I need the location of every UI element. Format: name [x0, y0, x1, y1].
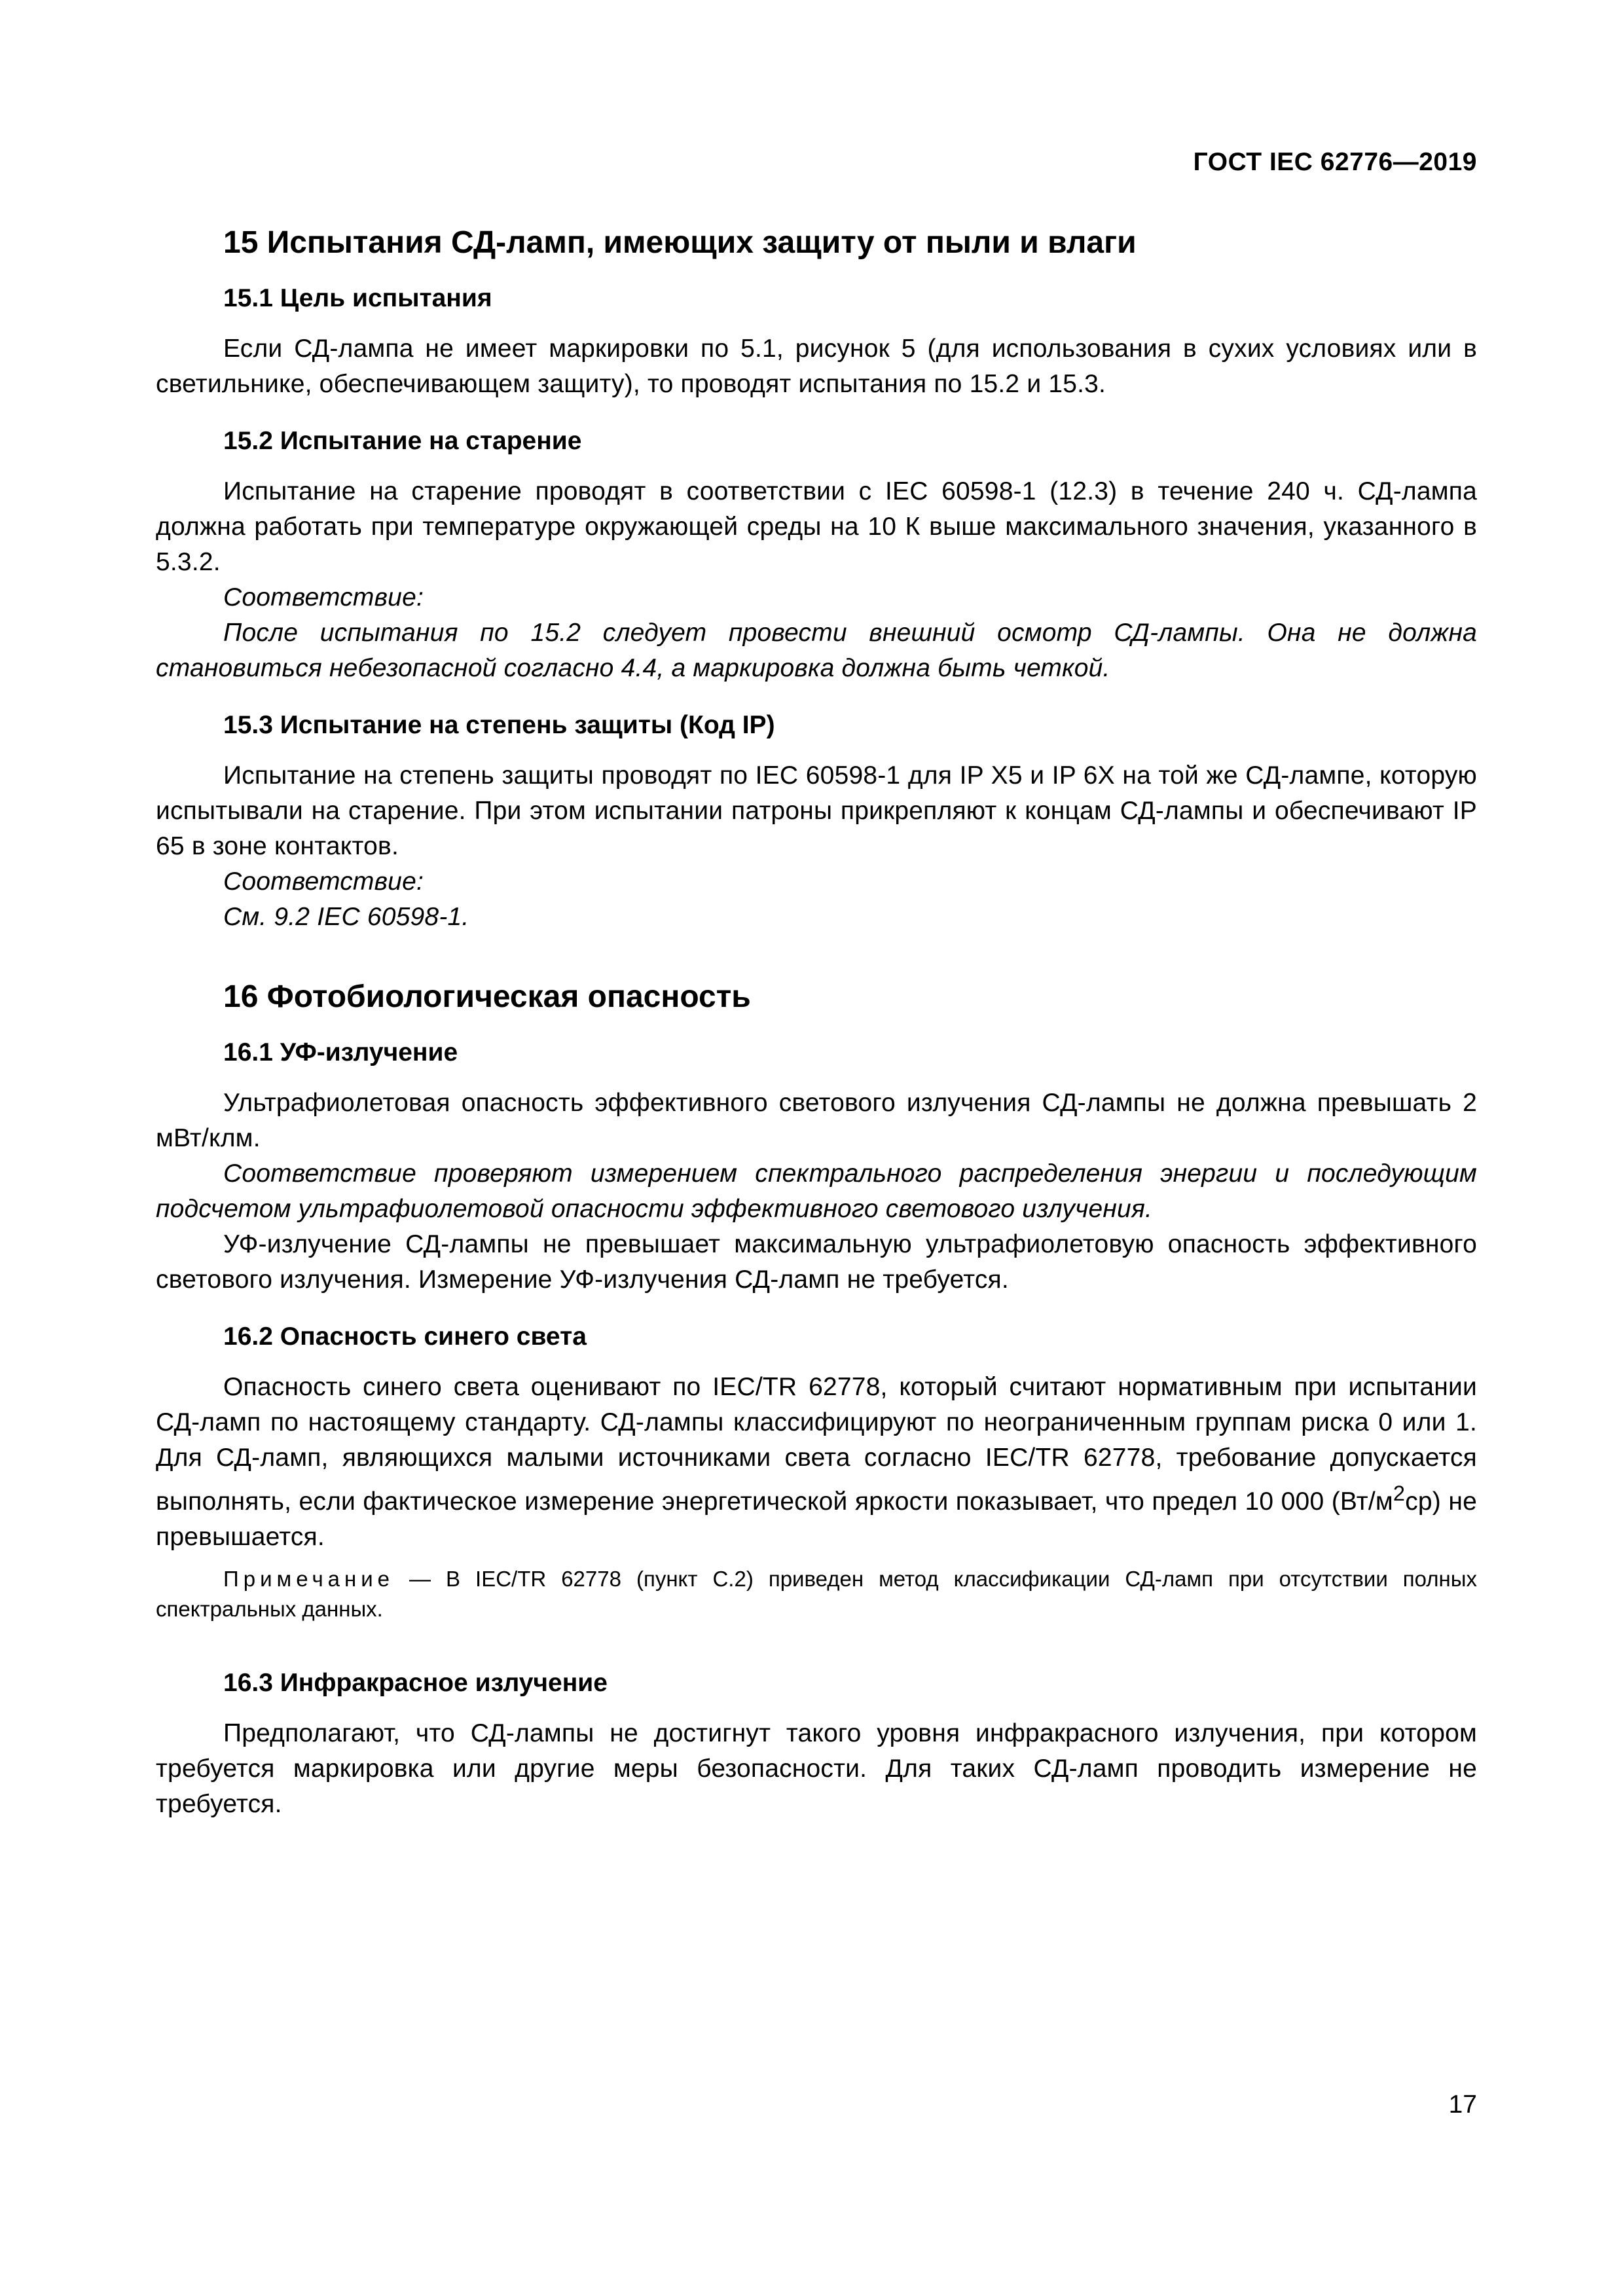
section-15-1-title: 15.1 Цель испытания	[223, 284, 492, 312]
section-16-1-conclusion: УФ-излучение СД-лампы не превышает максимальную ультрафиолетовую опасность эффективного светового излучения. Измерение УФ-излучения СД-ламп не требуется.	[156, 1230, 1477, 1294]
section-15-1-text: Если СД-лампа не имеет маркировки по 5.1, рисунок 5 (для использования в сухих условиях или в светильнике, обеспечивающем защиту), то проводят испытания по 15.2 и 15.3.	[156, 335, 1477, 398]
section-15-title: 15 Испытания СД-ламп, имеющих защиту от пыли и влаги	[223, 225, 1137, 260]
note-label: Примечание	[223, 1567, 395, 1591]
section-15-2-compliance-text: После испытания по 15.2 следует провести внешний осмотр СД-лампы. Она не должна становиться небезопасной согласно 4.4, а маркировка должна быть четкой.	[156, 619, 1477, 682]
superscript-two: 2	[1393, 1482, 1406, 1505]
section-16-title: 16 Фотобиологическая опасность	[223, 979, 751, 1014]
page-content	[156, 220, 1477, 1822]
section-15-3-compliance-text: См. 9.2 IEC 60598-1.	[223, 903, 469, 931]
section-16-1-title: 16.1 УФ-излучение	[223, 1038, 458, 1066]
note-text: — В IEC/TR 62778 (пункт С.2) приведен метод классификации СД-ламп при отсутствии полных спектральных данных.	[156, 1567, 1477, 1621]
section-16-2-note	[156, 1564, 1477, 1624]
section-15-3-title: 15.3 Испытание на степень защиты (Код IP)	[223, 711, 775, 739]
document-id: ГОСТ IEC 62776—2019	[1193, 148, 1477, 176]
section-15-3-text: Испытание на степень защиты проводят по IEC 60598-1 для IP X5 и IP 6X на той же СД-лампе, которую испытывали на старение. При этом испытании патроны прикрепляют к концам СД-лампы и обеспечивают IP 65 в зоне контактов.	[156, 761, 1477, 860]
page-number: 17	[1448, 2090, 1477, 2119]
section-16-2-text-main: Опасность синего света оценивают по IEC/TR 62778, который считают нормативным при испытании СД-ламп по настоящему стандарту. СД-лампы классифицируют по неограниченным группам риска 0 или 1. Для СД-ламп, являющихся малыми источниками света согласно IEC/TR 62778, требование допускается выполнять, если фактическое измерение энергетической яркости показывает, что предел 10 000 (Вт/м	[156, 1373, 1477, 1516]
section-15-2-compliance-label: Соответствие:	[223, 583, 424, 611]
section-15-2-text: Испытание на старение проводят в соответствии с IEC 60598-1 (12.3) в течение 240 ч. СД-лампа должна работать при температуре окружающей среды на 10 К выше максимального значения, указанного в 5.3.2.	[156, 477, 1477, 576]
section-16-2-text-end: ср) не превышается.	[156, 1487, 1477, 1551]
section-16-1-compliance-text: Соответствие проверяют измерением спектрального распределения энергии и последующим подсчетом ультрафиолетовой опасности эффективного светового излучения.	[156, 1159, 1477, 1223]
section-15-2-title: 15.2 Испытание на старение	[223, 427, 582, 455]
section-16-2-text	[156, 1370, 1477, 1555]
section-15-3-compliance-label: Соответствие:	[223, 867, 424, 896]
section-16-1-text: Ультрафиолетовая опасность эффективного светового излучения СД-лампы не должна превышать 2 мВт/клм.	[156, 1089, 1477, 1152]
section-16-2-title: 16.2 Опасность синего света	[223, 1322, 587, 1351]
section-16-3-title: 16.3 Инфракрасное излучение	[223, 1669, 608, 1697]
section-16-3-text: Предполагают, что СД-лампы не достигнут такого уровня инфракрасного излучения, при котором требуется маркировка или другие меры безопасности. Для таких СД-ламп проводить измерение не требуется.	[156, 1719, 1477, 1818]
